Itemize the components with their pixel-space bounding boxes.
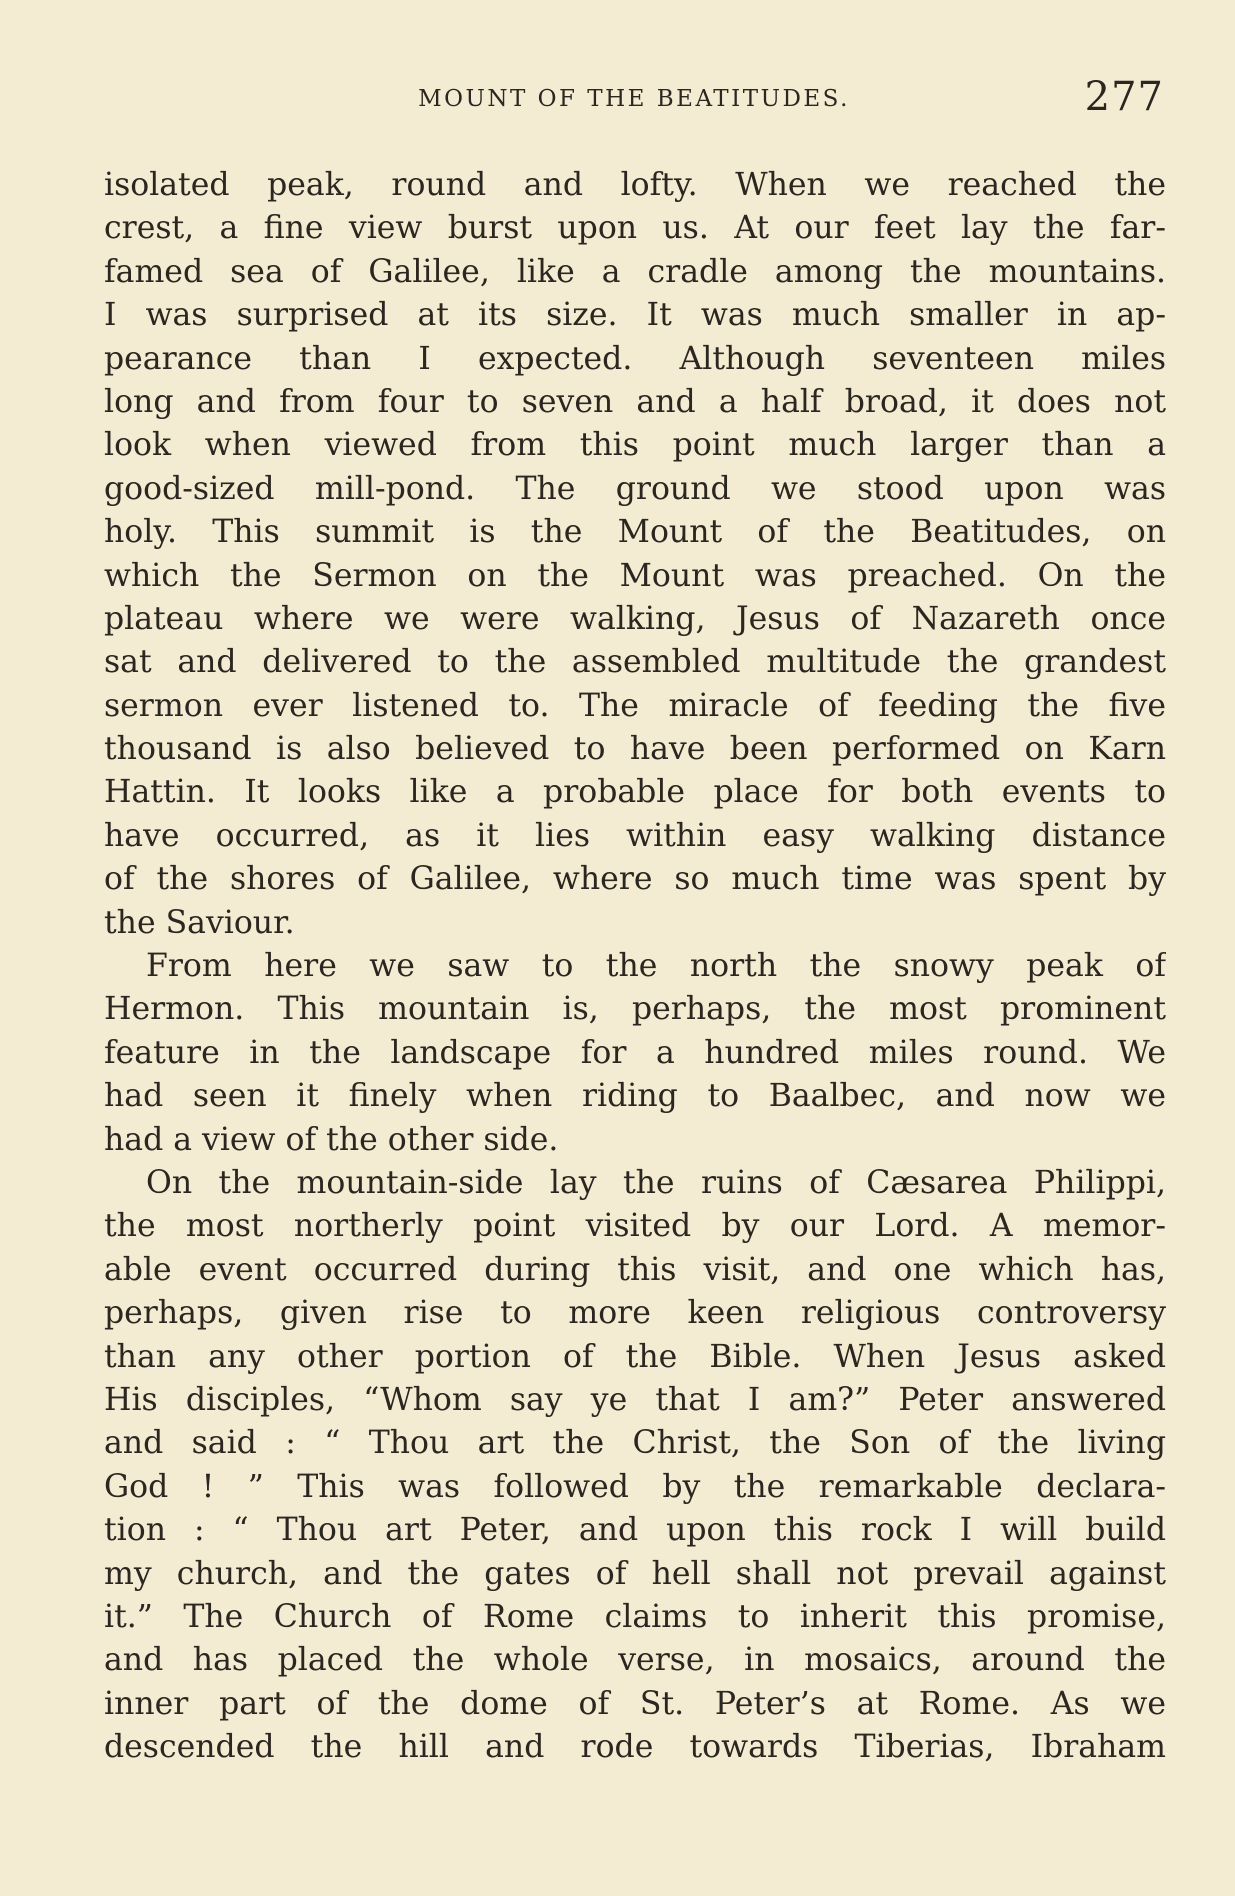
text-line: descended the hill and rode towards Tiberias, Ibraham <box>104 1729 1166 1766</box>
text-line: His disciples, “Whom say ye that I am?” Peter answered <box>104 1381 1166 1418</box>
text-line: of the shores of Galilee, where so much time was spent by <box>104 861 1166 898</box>
text-line: On the mountain-side lay the ruins of Cæsarea Philippi, <box>146 1164 1166 1201</box>
text-line: feature in the landscape for a hundred miles round. We <box>104 1034 1166 1071</box>
text-line: the most northerly point visited by our Lord. A memor- <box>104 1208 1166 1245</box>
text-line: have occurred, as it lies within easy walking distance <box>104 817 1166 854</box>
page-number: 277 <box>1084 74 1164 120</box>
text-line: than any other portion of the Bible. When Jesus asked <box>104 1338 1166 1375</box>
text-line: plateau where we were walking, Jesus of Nazareth once <box>104 600 1166 637</box>
text-line: had a view of the other side. <box>104 1121 559 1158</box>
body-text <box>104 164 1166 1769</box>
text-line: tion : “ Thou art Peter, and upon this rock I will build <box>104 1512 1166 1549</box>
text-line: From here we saw to the north the snowy peak of <box>146 948 1166 985</box>
text-line: God ! ” This was followed by the remarkable declara- <box>104 1468 1166 1505</box>
text-line: and said : “ Thou art the Christ, the Son of the living <box>104 1425 1166 1462</box>
running-title: MOUNT OF THE BEATITUDES. <box>418 86 850 112</box>
text-line: Hattin. It looks like a probable place for both events to <box>104 774 1166 811</box>
text-line: able event occurred during this visit, and one which has, <box>104 1251 1166 1288</box>
text-line: Hermon. This mountain is, perhaps, the most prominent <box>104 991 1166 1028</box>
text-line: thousand is also believed to have been performed on Karn <box>104 731 1166 768</box>
text-line: perhaps, given rise to more keen religious controversy <box>104 1295 1166 1332</box>
text-line: inner part of the dome of St. Peter’s at Rome. As we <box>104 1685 1166 1722</box>
text-line: sermon ever listened to. The miracle of feeding the five <box>104 687 1166 724</box>
text-line: famed sea of Galilee, like a cradle among the mountains. <box>104 253 1166 290</box>
text-line: look when viewed from this point much larger than a <box>104 427 1166 464</box>
text-line: isolated peak, round and lofty. When we reached the <box>104 167 1166 203</box>
text-line: sat and delivered to the assembled multitude the grandest <box>104 644 1166 681</box>
text-line: which the Sermon on the Mount was preached. On the <box>104 557 1166 594</box>
running-header <box>104 72 1164 132</box>
text-line: good-sized mill-pond. The ground we stood upon was <box>104 470 1166 507</box>
text-line: had seen it finely when riding to Baalbec, and now we <box>104 1078 1166 1115</box>
text-line: and has placed the whole verse, in mosaics, around the <box>104 1642 1166 1679</box>
text-line: it.” The Church of Rome claims to inherit this promise, <box>104 1598 1166 1635</box>
text-line: long and from four to seven and a half broad, it does not <box>104 383 1166 420</box>
text-line: I was surprised at its size. It was much smaller in ap- <box>104 297 1166 334</box>
text-line: pearance than I expected. Although seventeen miles <box>104 340 1166 377</box>
text-line: holy. This summit is the Mount of the Beatitudes, on <box>104 514 1166 551</box>
text-line: my church, and the gates of hell shall not prevail against <box>104 1555 1166 1592</box>
text-line: the Saviour. <box>104 904 295 941</box>
text-line: crest, a fine view burst upon us. At our feet lay the far- <box>104 210 1166 247</box>
